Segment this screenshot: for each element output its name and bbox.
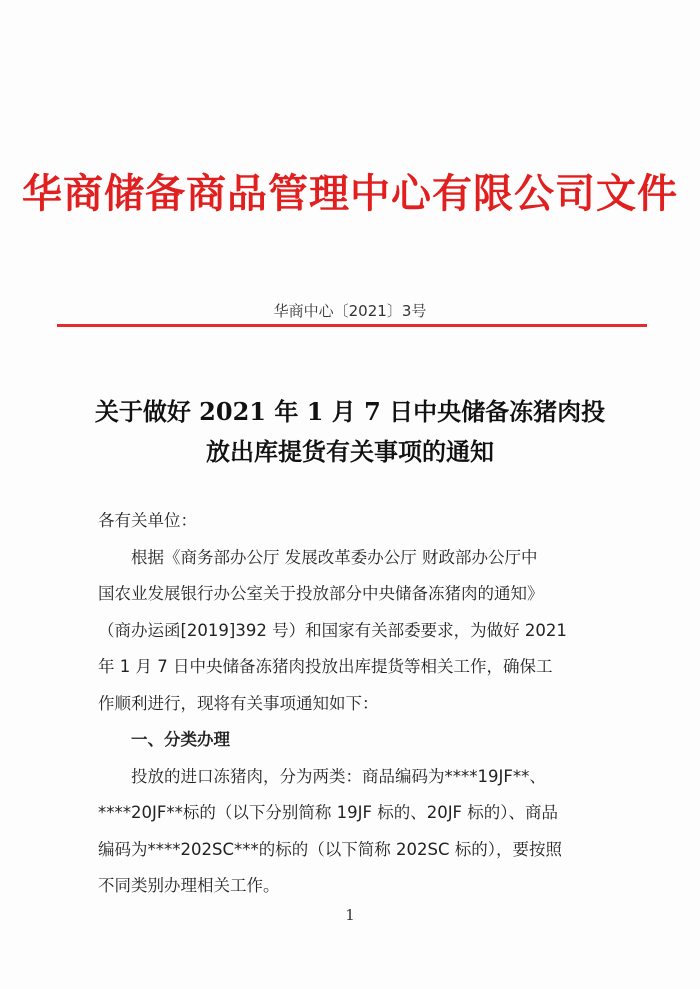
section-heading-1: 一、分类办理: [131, 730, 230, 749]
paragraph-2-line: 编码为****202SC***的标的（以下简称 202SC 标的），要按照: [98, 839, 562, 859]
paragraph-2-line: 投放的进口冻猪肉，分为两类：商品编码为****19JF**、: [131, 766, 546, 786]
paragraph-2-line: 不同类别办理相关工作。: [98, 876, 280, 895]
notice-title-line-2: 放出库提货有关事项的通知: [206, 437, 494, 466]
paragraph-1-line: （商办运函[2019]392 号）和国家有关部委要求，为做好 2021: [98, 620, 567, 640]
paragraph-2: [98, 759, 618, 905]
paragraph-1: [98, 540, 618, 723]
paragraph-1-line: 年 1 月 7 日中央储备冻猪肉投放出库提货等相关工作，确保工: [98, 657, 553, 676]
paragraph-1-line: 国农业发展银行办公室关于投放部分中央储备冻猪肉的通知》: [98, 584, 544, 603]
notice-title-line-1: 关于做好 2021 年 1 月 7 日中央储备冻猪肉投: [94, 397, 606, 426]
paragraph-1-line: 根据《商务部办公厅 发展改革委办公厅 财政部办公厅中: [131, 547, 538, 567]
paragraph-1-line: 作顺利进行，现将有关事项通知如下：: [98, 693, 379, 713]
masthead-title: 华商储备商品管理中心有限公司文件: [22, 171, 678, 217]
salutation: 各有关单位：: [98, 511, 197, 530]
red-separator-line: [57, 324, 647, 327]
page-number: 1: [345, 906, 355, 924]
paragraph-2-line: ****20JF**标的（以下分别简称 19JF 标的、20JF 标的）、商品: [98, 803, 559, 822]
document-number: 华商中心〔2021〕3号: [273, 302, 427, 320]
notice-body: [98, 503, 618, 905]
notice-title: [70, 392, 630, 472]
